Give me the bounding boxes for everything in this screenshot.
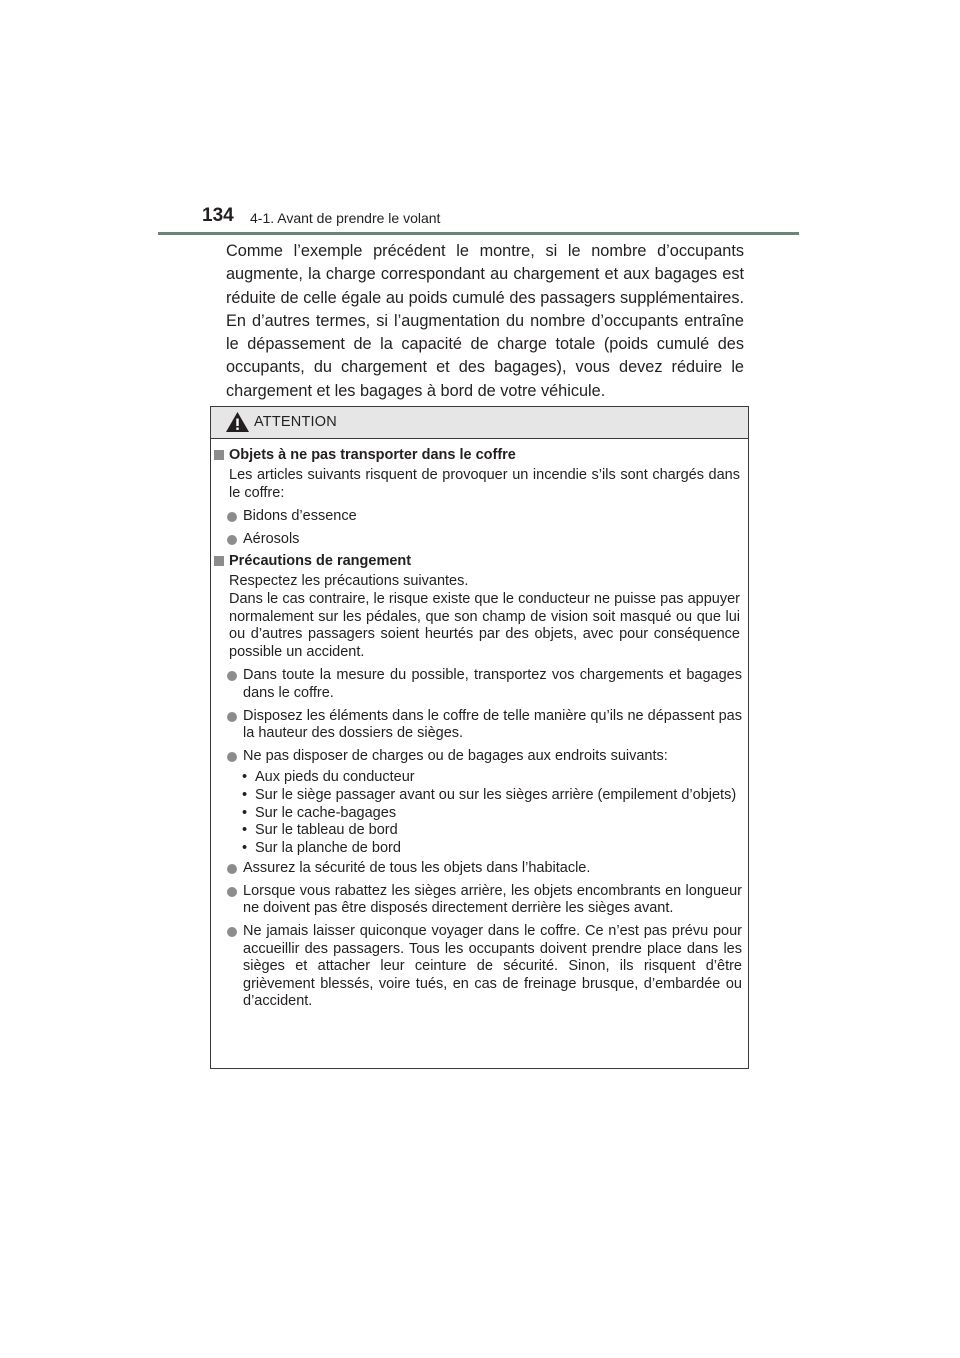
bullet-dot-icon (227, 712, 237, 722)
intro-text: Comme l’exemple précédent le montre, si le nombre d’occupants augmente, la charge correspondant au chargement et aux bagages est réduite de celle égale au poids cumulé des passagers supplémentaires. En d’autres termes, si l’augmentation du nombre d’occupants entraîne le dépassement de la capacité de charge totale (poids cumulé des occupants, du chargement et des bagages), vous devez réduire le chargement et les bagages à bord de votre véhicule. (226, 242, 744, 400)
bullet-dot-icon (227, 927, 237, 937)
bullet-dot-icon (227, 535, 237, 545)
list-item (243, 708, 742, 743)
list-item-text: Aérosols (243, 530, 300, 547)
list-item (243, 667, 742, 702)
square-marker-icon (214, 450, 224, 460)
sub-list-item-text: Sur la planche de bord (255, 839, 401, 856)
list-item-text: Assurez la sécurité de tous les objets dans l’habitacle. (243, 860, 591, 877)
list-item (243, 748, 742, 766)
bullet-dot-icon (227, 752, 237, 762)
sub-list-item-text: Sur le tableau de bord (255, 822, 398, 839)
sub-list-item (242, 839, 740, 858)
sub-bullet-marker: • (242, 769, 248, 786)
list-item (243, 923, 742, 1011)
header-divider (158, 232, 799, 235)
section-text: Dans le cas contraire, le risque existe que le conducteur ne puisse pas appuyer normalement sur les pédales, que son champ de vision soit masqué ou que lui ou d’autres passagers soient heurtés par des objets, avec pour conséquence possible un accident. (229, 590, 740, 660)
bullet-dot-icon (227, 887, 237, 897)
list-item (243, 531, 742, 549)
list-item (243, 508, 742, 526)
square-marker-icon (214, 556, 224, 566)
heading-text: Objets à ne pas transporter dans le coffre (229, 447, 516, 463)
sub-list-item-text: Sur le cache-bagages (255, 804, 397, 821)
list-item-text: Lorsque vous rabattez les sièges arrière, les objets encombrants en longueur ne doivent pas être disposés directement derrière les sièges avant. (243, 882, 742, 917)
sub-bullet-marker: • (242, 786, 248, 803)
sub-list-item-text: Aux pieds du conducteur (255, 769, 415, 786)
attention-title: ATTENTION (254, 414, 337, 430)
page-number: 134 (202, 205, 234, 226)
attention-box (210, 406, 749, 1069)
intro-paragraph (226, 240, 744, 403)
bullet-dot-icon (227, 864, 237, 874)
sub-list-item (242, 804, 740, 823)
sub-list-item-text: Sur le siège passager avant ou sur les sièges arrière (empilement d’objets) (255, 786, 737, 803)
sub-list-item (242, 822, 740, 840)
section-text: Les articles suivants risquent de provoquer un incendie s’ils sont chargés dans le coffre: (229, 467, 740, 501)
section-heading (211, 447, 748, 464)
list-item (243, 860, 742, 878)
sub-list-item (242, 769, 740, 787)
list-item (243, 883, 742, 918)
bullet-dot-icon (227, 512, 237, 522)
list-item-text: Bidons d’essence (243, 508, 357, 525)
sub-list-item (242, 786, 740, 805)
sub-bullet-marker: • (242, 804, 248, 821)
list-item-text: Disposez les éléments dans le coffre de telle manière qu’ils ne dépassent pas la hauteur des dossiers de sièges. (243, 707, 742, 742)
section-title: 4-1. Avant de prendre le volant (250, 210, 441, 226)
heading-text: Précautions de rangement (229, 553, 412, 570)
attention-header (211, 407, 748, 439)
list-item-text: Ne jamais laisser quiconque voyager dans le coffre. Ce n’est pas prévu pour accueillir des passagers. Tous les occupants doivent prendre place dans les sièges et attacher leur ceinture de sécurité. Sinon, ils risquent d’être grièvement blessés, voire tués, en cas de freinage brusque, d’embardée ou d’accident. (243, 923, 742, 1010)
bullet-dot-icon (227, 671, 237, 681)
attention-body (211, 447, 748, 1016)
warning-triangle-icon (225, 411, 250, 433)
section-text: Respectez les précautions suivantes. (229, 573, 469, 590)
page-header (202, 205, 800, 235)
sub-bullet-marker: • (242, 822, 248, 839)
list-item-text: Ne pas disposer de charges ou de bagages aux endroits suivants: (243, 747, 668, 764)
sub-list (211, 769, 748, 857)
sub-bullet-marker: • (242, 839, 248, 856)
section-heading (211, 553, 748, 570)
list-item-text: Dans toute la mesure du possible, transportez vos chargements et bagages dans le coffre. (243, 667, 742, 701)
